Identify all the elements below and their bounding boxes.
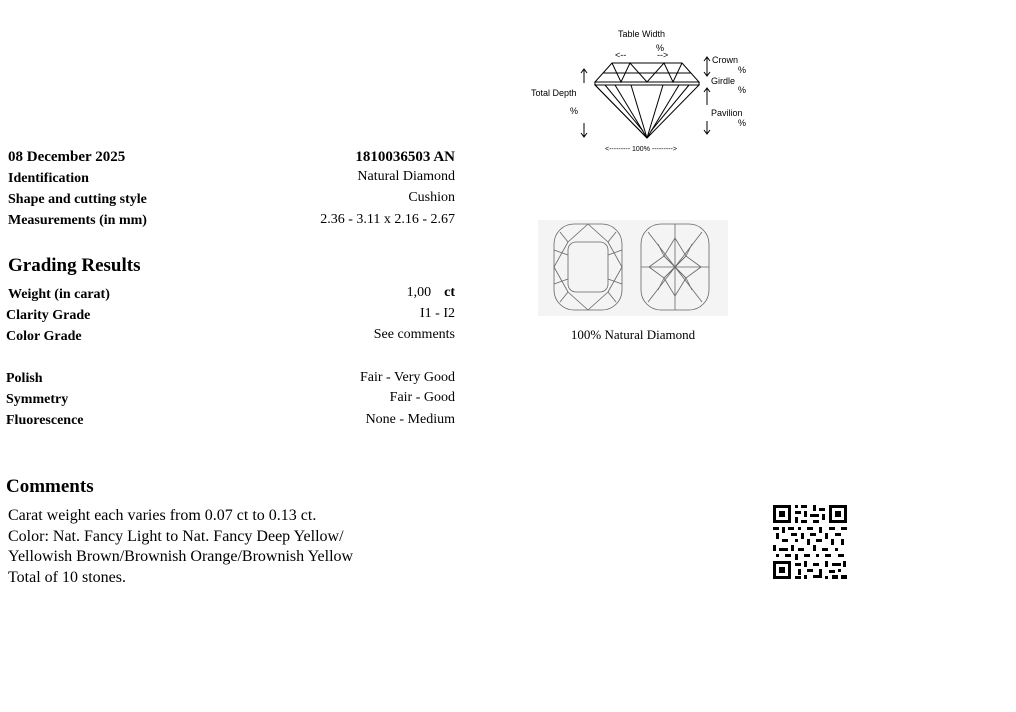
shape-value: Cushion [408,190,455,205]
plot-caption: 100% Natural Diamond [570,327,696,342]
plot-diagram [538,220,728,316]
symmetry-value: Fair - Good [389,390,455,405]
shape-label: Shape and cutting style [8,192,147,207]
polish-value: Fair - Very Good [359,370,455,385]
identification-label: Identification [8,171,89,186]
report-date: 08 December 2025 [8,149,126,165]
comment-line: Color: Nat. Fancy Light to Nat. Fancy Deep Yellow/ [8,528,344,545]
weight-unit: ct [444,285,455,300]
qr-code-icon[interactable] [773,505,847,579]
symmetry-label: Symmetry [6,392,69,407]
table-width-label: Table Width [618,29,666,39]
cushion-pavilion-view-icon [641,224,709,310]
table-arrow-left: <-- [615,50,627,60]
girdle-label: Girdle [711,76,736,86]
weight-label: Weight (in carat) [8,287,110,302]
crown-pct: % [738,65,747,75]
table-width-pct: % [656,43,665,53]
pavilion-label: Pavilion [711,108,743,118]
polish-label: Polish [6,371,43,386]
grading-results-heading: Grading Results [8,255,141,276]
clarity-value: I1 - I2 [420,306,455,321]
measurements-label: Measurements (in mm) [8,213,147,228]
pavilion-pct: % [738,118,747,128]
comment-line: Total of 10 stones. [8,569,126,586]
fluorescence-value: None - Medium [365,412,455,427]
comment-line: Yellowish Brown/Brownish Orange/Brownish Yellow [8,548,354,565]
total-depth-pct: % [570,106,579,116]
measurement-arrows [581,57,710,137]
table-arrow-right: --> [657,50,669,60]
diamond-profile-icon [595,63,699,138]
color-label: Color Grade [6,329,82,344]
girdle-pct: % [738,85,747,95]
identification-value: Natural Diamond [357,169,455,184]
weight-value: 1,00 [406,285,432,300]
cushion-crown-view-icon [554,224,622,310]
report-number: 1810036503 AN [355,149,455,165]
proportions-diagram [525,25,755,155]
diameter-scale: <--------- 100% ---------> [605,146,677,153]
comment-line: Carat weight each varies from 0.07 ct to 0.13 ct. [8,507,317,524]
crown-label: Crown [712,55,739,65]
fluorescence-label: Fluorescence [6,413,84,428]
clarity-label: Clarity Grade [6,308,91,323]
total-depth-label: Total Depth [531,88,577,98]
comments-heading: Comments [6,476,94,497]
color-value: See comments [373,327,455,342]
weight-value-row [205,285,455,301]
measurements-value: 2.36 - 3.11 x 2.16 - 2.67 [320,212,455,227]
